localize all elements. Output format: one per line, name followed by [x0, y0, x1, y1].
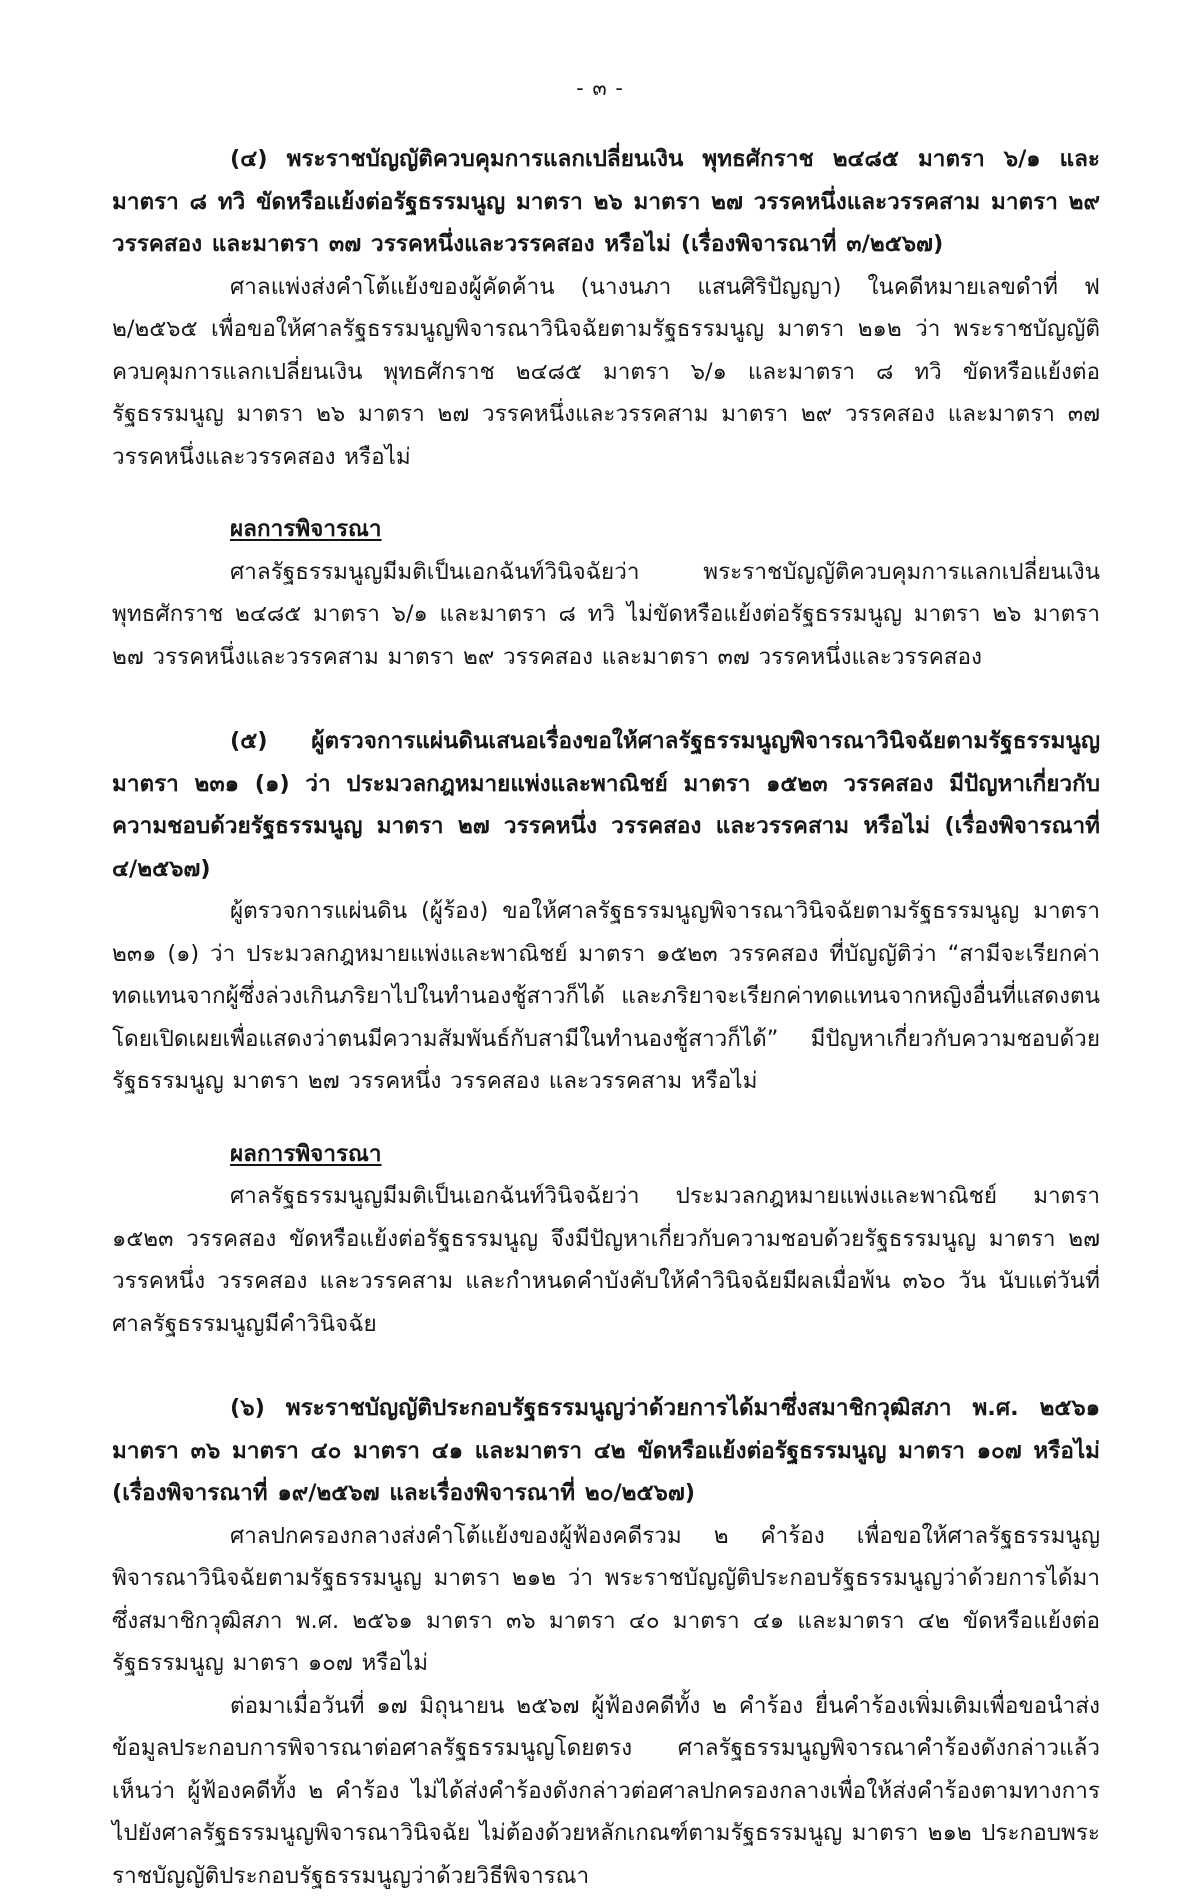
section-4-body: ศาลแพ่งส่งคำโต้แย้งของผู้คัดค้าน (นางนภา แสนศิริปัญญา) ในคดีหมายเลขดำที่ ฟ ๒/๒๕๖๕ เพื่อขอให้ศาลรัฐธรรมนูญพิจารณาวินิจฉัยตามรัฐธรรมนูญ มาตรา ๒๑๒ ว่า พระราชบัญญัติควบคุมการแลกเปลี่ยนเงิน พุทธศักราช ๒๔๘๕ มาตรา ๖/๑ และมาตรา ๘ ทวิ ขัดหรือแย้งต่อรัฐธรรมนูญ มาตรา ๒๖ มาตรา ๒๗ วรรคหนึ่งและวรรคสาม มาตรา ๒๙ วรรคสอง และมาตรา ๓๗ วรรคหนึ่งและวรรคสอง หรือไม่ — [112, 266, 1100, 479]
document-body — [112, 138, 1100, 1897]
section-5-result-heading — [112, 1133, 1100, 1176]
spacer — [112, 678, 1100, 720]
spacer — [112, 478, 1100, 508]
section-6-body-continued: ต่อมาเมื่อวันที่ ๑๗ มิถุนายน ๒๕๖๗ ผู้ฟ้องคดีทั้ง ๒ คำร้อง ยื่นคำร้องเพิ่มเติมเพื่อขอนำส่งข้อมูลประกอบการพิจารณาต่อศาลรัฐธรรมนูญโดยตรง ศาลรัฐธรรมนูญพิจารณาคำร้องดังกล่าวแล้วเห็นว่า ผู้ฟ้องคดีทั้ง ๒ คำร้อง ไม่ได้ส่งคำร้องดังกล่าวต่อศาลปกครองกลางเพื่อให้ส่งคำร้องตามทางการไปยังศาลรัฐธรรมนูญพิจารณาวินิจฉัย ไม่ต้องด้วยหลักเกณฑ์ตามรัฐธรรมนูญ มาตรา ๒๑๒ ประกอบพระราชบัญญัติประกอบรัฐธรรมนูญว่าด้วยวิธีพิจารณา — [112, 1685, 1100, 1897]
section-4-result-heading-text: ผลการพิจารณา — [230, 516, 382, 542]
section-4-result-heading — [112, 508, 1100, 551]
section-6-heading: (๖) พระราชบัญญัติประกอบรัฐธรรมนูญว่าด้วยการได้มาซึ่งสมาชิกวุฒิสภา พ.ศ. ๒๕๖๑ มาตรา ๓๖ มาตรา ๔๐ มาตรา ๔๑ และมาตรา ๔๒ ขัดหรือแย้งต่อรัฐธรรมนูญ มาตรา ๑๐๗ หรือไม่ (เรื่องพิจารณาที่ ๑๙/๒๕๖๗ และเรื่องพิจารณาที่ ๒๐/๒๕๖๗) — [112, 1387, 1100, 1515]
section-4-result-body: ศาลรัฐธรรมนูญมีมติเป็นเอกฉันท์วินิจฉัยว่า พระราชบัญญัติควบคุมการแลกเปลี่ยนเงิน พุทธศักราช ๒๔๘๕ มาตรา ๖/๑ และมาตรา ๘ ทวิ ไม่ขัดหรือแย้งต่อรัฐธรรมนูญ มาตรา ๒๖ มาตรา ๒๗ วรรคหนึ่งและวรรคสาม มาตรา ๒๙ วรรคสอง และมาตรา ๓๗ วรรคหนึ่งและวรรคสอง — [112, 551, 1100, 679]
spacer — [112, 1345, 1100, 1387]
section-5-result-heading-text: ผลการพิจารณา — [230, 1141, 382, 1167]
section-6-body: ศาลปกครองกลางส่งคำโต้แย้งของผู้ฟ้องคดีรวม ๒ คำร้อง เพื่อขอให้ศาลรัฐธรรมนูญพิจารณาวินิจฉัยตามรัฐธรรมนูญ มาตรา ๒๑๒ ว่า พระราชบัญญัติประกอบรัฐธรรมนูญว่าด้วยการได้มาซึ่งสมาชิกวุฒิสภา พ.ศ. ๒๕๖๑ มาตรา ๓๖ มาตรา ๔๐ มาตรา ๔๑ และมาตรา ๔๒ ขัดหรือแย้งต่อรัฐธรรมนูญ มาตรา ๑๐๗ หรือไม่ — [112, 1515, 1100, 1685]
section-4-heading: (๔) พระราชบัญญัติควบคุมการแลกเปลี่ยนเงิน พุทธศักราช ๒๔๘๕ มาตรา ๖/๑ และมาตรา ๘ ทวิ ขัดหรือแย้งต่อรัฐธรรมนูญ มาตรา ๒๖ มาตรา ๒๗ วรรคหนึ่งและวรรคสาม มาตรา ๒๙ วรรคสอง และมาตรา ๓๗ วรรคหนึ่งและวรรคสอง หรือไม่ (เรื่องพิจารณาที่ ๓/๒๕๖๗) — [112, 138, 1100, 266]
section-5-result-body: ศาลรัฐธรรมนูญมีมติเป็นเอกฉันท์วินิจฉัยว่า ประมวลกฎหมายแพ่งและพาณิชย์ มาตรา ๑๕๒๓ วรรคสอง ขัดหรือแย้งต่อรัฐธรรมนูญ จึงมีปัญหาเกี่ยวกับความชอบด้วยรัฐธรรมนูญ มาตรา ๒๗ วรรคหนึ่ง วรรคสอง และวรรคสาม และกำหนดคำบังคับให้คำวินิจฉัยมีผลเมื่อพ้น ๓๖๐ วัน นับแต่วันที่ศาลรัฐธรรมนูญมีคำวินิจฉัย — [112, 1175, 1100, 1345]
section-5-body: ผู้ตรวจการแผ่นดิน (ผู้ร้อง) ขอให้ศาลรัฐธรรมนูญพิจารณาวินิจฉัยตามรัฐธรรมนูญ มาตรา ๒๓๑ (๑) ว่า ประมวลกฎหมายแพ่งและพาณิชย์ มาตรา ๑๕๒๓ วรรคสอง ที่บัญญัติว่า “สามีจะเรียกค่าทดแทนจากผู้ซึ่งล่วงเกินภริยาไปในทำนองชู้สาวก็ได้ และภริยาจะเรียกค่าทดแทนจากหญิงอื่นที่แสดงตนโดยเปิดเผยเพื่อแสดงว่าตนมีความสัมพันธ์กับสามีในทำนองชู้สาวก็ได้” มีปัญหาเกี่ยวกับความชอบด้วยรัฐธรรมนูญ มาตรา ๒๗ วรรคหนึ่ง วรรคสอง และวรรคสาม หรือไม่ — [112, 890, 1100, 1103]
page-number: - ๓ - — [0, 72, 1200, 105]
spacer — [112, 1103, 1100, 1133]
section-5-heading: (๕) ผู้ตรวจการแผ่นดินเสนอเรื่องขอให้ศาลรัฐธรรมนูญพิจารณาวินิจฉัยตามรัฐธรรมนูญ มาตรา ๒๓๑ (๑) ว่า ประมวลกฎหมายแพ่งและพาณิชย์ มาตรา ๑๕๒๓ วรรคสอง มีปัญหาเกี่ยวกับความชอบด้วยรัฐธรรมนูญ มาตรา ๒๗ วรรคหนึ่ง วรรคสอง และวรรคสาม หรือไม่ (เรื่องพิจารณาที่ ๔/๒๕๖๗) — [112, 720, 1100, 890]
